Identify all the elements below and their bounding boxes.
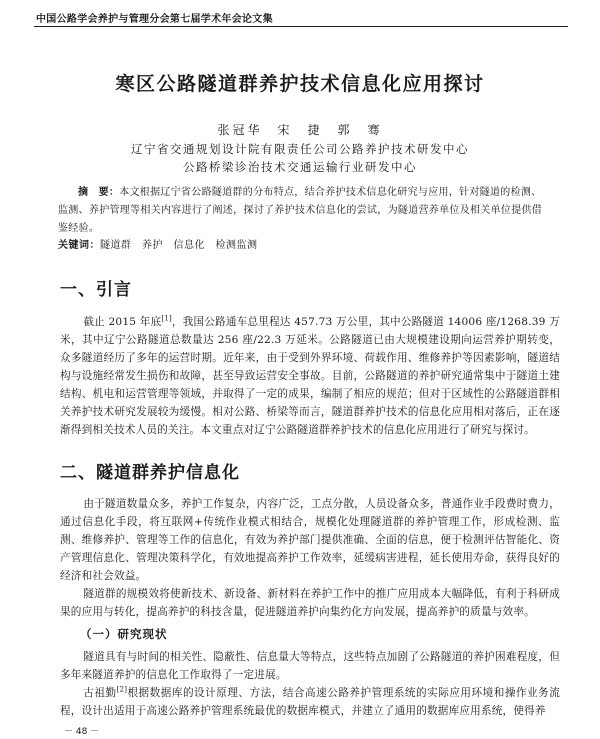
- paper-authors: 张冠华 宋 捷 郭 骞: [217, 123, 383, 137]
- status-text-after: 根据数据库的设计原理、方法，结合高速公路养护管理系统的实际应用环境和操作业务流程，设计出适用于高速公路养护管理系统最优的数据库模式，并建立了通用的数据库应用系统，使得养: [60, 687, 561, 717]
- section-heading-informatization: 二、隧道群养护信息化: [60, 463, 240, 483]
- info-paragraph-2: 隧道群的规模效将使新技术、新设备、新材料在养护工作中的推广应用成本大幅降低，有利于科研成果的应用与转化，提高养护的科技含量，促进隧道养护向集约化方向发展，提高养护的质量与效率。: [60, 588, 560, 618]
- citation-ref-1: [1]: [161, 314, 172, 323]
- paper-affiliation-2: 公路桥梁诊治技术交通运输行业研发中心: [183, 160, 417, 174]
- page-number: － 48 －: [64, 727, 100, 737]
- abstract-label: 摘 要：: [78, 187, 120, 198]
- citation-ref-2: [2]: [116, 685, 128, 694]
- keywords-label: 关键词：: [58, 240, 100, 251]
- status-text-before: 古祖勤: [83, 687, 117, 699]
- status-paragraph-1: 隧道具有与时间的相关性、隐蔽性、信息量大等特点，这些特点加剧了公路隧道的养护困难程度，但多年来隧道养护的信息化工作取得了一定进展。: [60, 651, 560, 681]
- header-rule: [34, 26, 568, 27]
- abstract-text: 本文根据辽宁省公路隧道群的分布特点，结合养护技术信息化研究与应用，针对隧道的检测、监测、养护管理等相关内容进行了阐述，探讨了养护技术信息化的尝试，为隧道营养单位及相关单位提供借鉴经验。: [58, 187, 543, 234]
- info-paragraph-1: 由于隧道数量众多，养护工作复杂，内容广泛，工点分散，人员设备众多，普通作业手段费时费力，通过信息化手段，将互联网+传统作业模式相结合，规模化处理隧道群的养护管理工作，形成检测、监测、维修养护、管理等工作的信息化，有效为养护部门提供准确、全面的信息，便于检测评估智能化、资产管理信息化、管理决策科学化，有效地提高养护工作效率，延缓病害进程，延长使用寿命，获得良好的经济和社会效益。: [60, 498, 560, 582]
- intro-text-before: 截止 2015 年底: [83, 316, 162, 328]
- paper-title: 寒区公路隧道群养护技术信息化应用探讨: [115, 73, 485, 95]
- abstract: [58, 184, 550, 238]
- subsection-heading-status: （一）研究现状: [80, 627, 168, 641]
- intro-text-after: ，我国公路通车总里程达 457.73 万公里，其中公路隧道 14006 座/1268.39 万米，其中辽宁公路隧道总数量达 256 座/22.3 万延米。公路隧道已由大规模建设期向运营养护期转变，众多隧道经历了多年的运营时期。近年来，由于受到外界环境、荷载作用、维修养护等因素影响，隧道结构与设施经常发生损伤和故障，甚至导致运营安全事故。目前，公路隧道的养护研究通常集中于隧道土建结构、机电和运营管理等领域，并取得了一定的成果，编制了相应的规范；但对于区域性的公路隧道群相关养护技术研究发展较为缓慢。相对公路、桥梁等而言，隧道群养护技术的信息化应用相对落后，正在逐渐得到相关技术人员的关注。本文重点对辽宁公路隧道群养护技术的信息化应用进行了研究与探讨。: [60, 316, 560, 436]
- running-head: 中国公路学会养护与管理分会第七届学术年会论文集: [36, 14, 273, 25]
- intro-paragraph: [60, 313, 560, 439]
- section-heading-intro: 一、引言: [60, 280, 132, 300]
- keywords-text: 隧道群 养护 信息化 检测监测: [100, 240, 258, 251]
- paper-affiliation-1: 辽宁省交通规划设计院有限责任公司公路养护技术研发中心: [131, 142, 469, 156]
- keywords: [58, 236, 258, 251]
- status-paragraph-2: [60, 684, 560, 720]
